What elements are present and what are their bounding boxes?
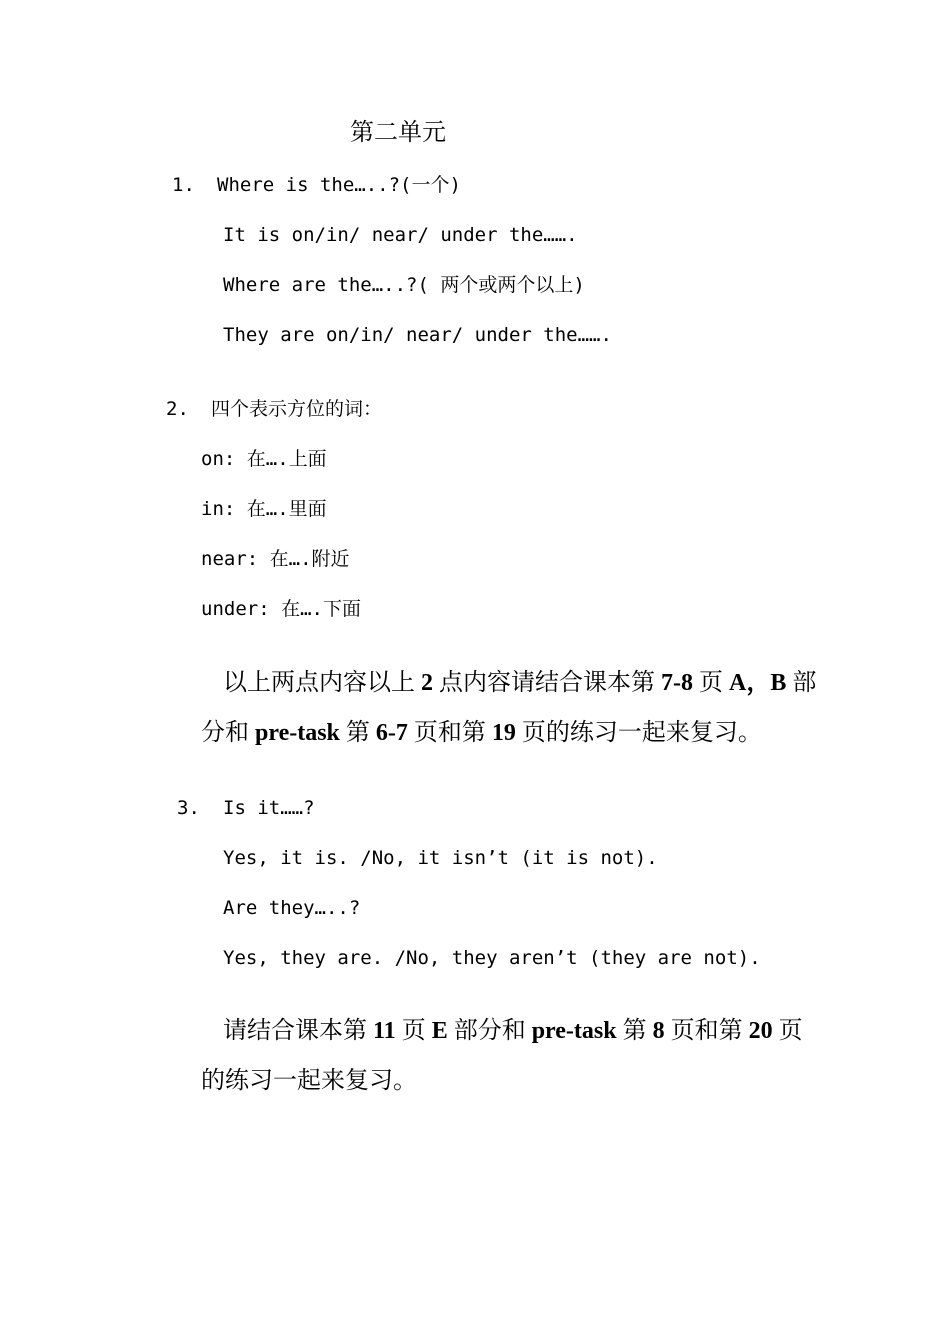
- section-3-number: 3.: [177, 797, 200, 819]
- section-1-line-4: They are on/in/ near/ under the…….: [223, 324, 612, 346]
- page-title: 第二单元: [350, 118, 446, 146]
- section-3-line-4: Yes, they are. /No, they aren’t (they are not).: [223, 947, 761, 969]
- review-note-2-line-1: 请结合课本第 11 页 E 部分和 pre-task 第 8 页和第 20 页: [223, 1018, 803, 1044]
- review-note-1-line-1: 以上两点内容以上 2 点内容请结合课本第 7-8 页 A，B 部: [223, 670, 817, 696]
- section-3-line-1: Is it……?: [223, 797, 315, 819]
- section-1-line-3: Where are the…..?( 两个或两个以上): [223, 274, 585, 296]
- preposition-under: under: 在….下面: [201, 598, 361, 620]
- review-note-2-line-2: 的练习一起来复习。: [201, 1068, 417, 1094]
- preposition-on: on: 在….上面: [201, 448, 327, 470]
- section-1-number: 1.: [172, 174, 195, 196]
- section-1-line-2: It is on/in/ near/ under the…….: [223, 224, 578, 246]
- section-2-heading: 四个表示方位的词：: [211, 398, 383, 420]
- section-1-line-1: Where is the…..?(一个): [217, 174, 461, 196]
- preposition-in: in: 在….里面: [201, 498, 327, 520]
- section-2-number: 2.: [166, 398, 189, 420]
- section-3-line-3: Are they…..?: [223, 897, 361, 919]
- review-note-1-line-2: 分和 pre-task 第 6-7 页和第 19 页的练习一起来复习。: [201, 720, 762, 746]
- preposition-near: near: 在….附近: [201, 548, 350, 570]
- section-3-line-2: Yes, it is. /No, it isn’t (it is not).: [223, 847, 658, 869]
